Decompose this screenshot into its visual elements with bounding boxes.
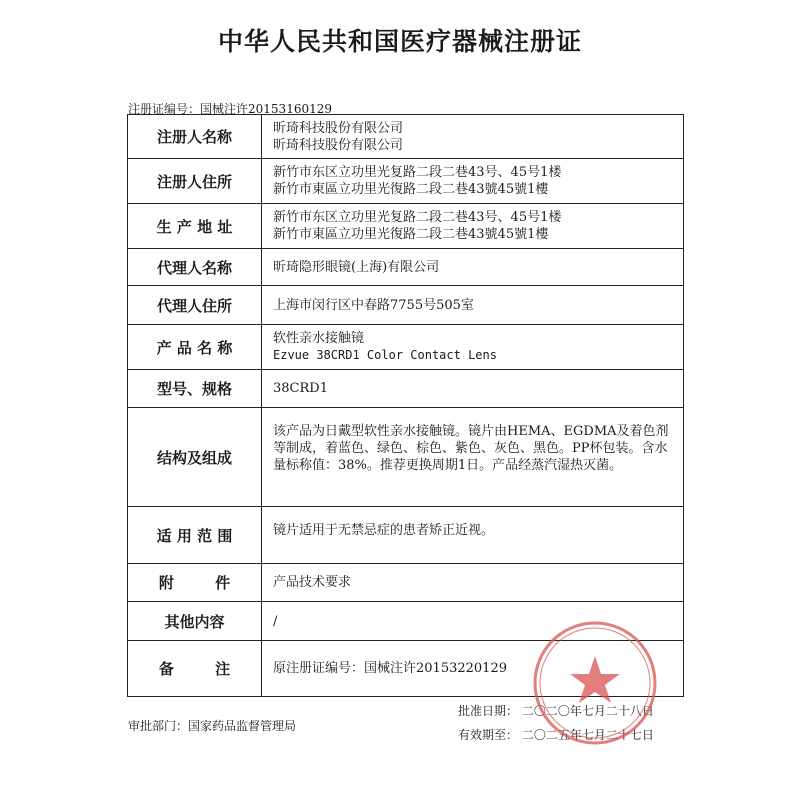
- row-value-structure: [262, 408, 684, 507]
- row-label-agent-name: 代理人名称: [128, 249, 262, 286]
- production-address-line-1: 新竹市东区立功里光复路二段二巷43号、45号1楼: [273, 210, 562, 225]
- row-label-registrant-name: 注册人名称: [128, 115, 262, 159]
- production-address-line-2: 新竹市東區立功里光復路二段二巷43號45號1樓: [273, 227, 549, 242]
- attachment-line-1: 产品技术要求: [273, 575, 352, 590]
- approval-department-value: 国家药品监督管理局: [188, 719, 297, 733]
- registration-number-value: 国械注许20153160129: [200, 102, 332, 116]
- row-value-registrant-name: [262, 115, 684, 159]
- table-row: [128, 159, 684, 204]
- registrant-address-line-2: 新竹市東區立功里光復路二段二巷43號45號1樓: [273, 182, 549, 197]
- agent-name-line-1: 昕琦隐形眼镜(上海)有限公司: [273, 259, 440, 275]
- row-label-registrant-address: 注册人住所: [128, 159, 262, 204]
- row-label-structure: 结构及组成: [128, 408, 262, 507]
- registrant-name-line-2: 昕琦科技股份有限公司: [273, 137, 404, 153]
- row-label-other: 其他内容: [128, 602, 262, 641]
- valid-until-label: 有效期至：: [458, 728, 519, 742]
- approval-department: [128, 717, 296, 734]
- attachment-label-text: 附 件: [158, 574, 231, 592]
- registrant-name-line-1: 昕琦科技股份有限公司: [273, 120, 404, 136]
- row-value-scope: [262, 507, 684, 564]
- table-row: [128, 507, 684, 564]
- row-label-product-name: 产 品 名 称: [128, 325, 262, 370]
- registration-number-label: 注册证编号：: [128, 102, 201, 116]
- official-seal-icon: [530, 618, 660, 748]
- certificate-table: [127, 114, 684, 697]
- approval-date-value: 二〇二〇年七月二十八日: [521, 704, 654, 718]
- product-name-line-2: Ezvue 38CRD1 Color Contact Lens: [273, 348, 497, 362]
- row-label-model-spec: 型号、规格: [128, 370, 262, 408]
- row-label-remarks: [128, 641, 262, 697]
- row-label-production-address: 生 产 地 址: [128, 204, 262, 249]
- row-label-attachment: [128, 564, 262, 602]
- remarks-label-text: 备 注: [158, 660, 231, 678]
- remarks-line-1: 原注册证编号：国械注许20153220129: [273, 661, 507, 676]
- structure-text: 该产品为日戴型软性亲水接触镜。镜片由HEMA、EGDMA及着色剂等制成，着蓝色、绿色、棕色、紫色、灰色、黑色。PP杯包装。含水量标称值：38%。推荐更换周期1日。产品经蒸汽湿热灭菌。: [273, 423, 669, 473]
- approval-department-label: 审批部门：: [128, 719, 189, 733]
- scope-line-1: 镜片适用于无禁忌症的患者矫正近视。: [273, 522, 495, 538]
- row-label-scope: 适 用 范 围: [128, 507, 262, 564]
- table-row: [128, 325, 684, 370]
- row-label-agent-address: 代理人住所: [128, 286, 262, 325]
- other-line-1: /: [273, 613, 278, 629]
- table-row: [128, 115, 684, 159]
- agent-address-line-1: 上海市闵行区中春路7755号505室: [273, 297, 474, 313]
- table-row: [128, 249, 684, 286]
- approval-date-label: 批准日期：: [458, 704, 519, 718]
- table-row: [128, 564, 684, 602]
- table-row: [128, 286, 684, 325]
- table-row: [128, 370, 684, 408]
- table-row: [128, 204, 684, 249]
- registrant-address-line-1: 新竹市东区立功里光复路二段二巷43号、45号1楼: [273, 165, 562, 180]
- row-value-agent-address: [262, 286, 684, 325]
- row-value-agent-name: [262, 249, 684, 286]
- model-spec-line-1: 38CRD1: [273, 381, 328, 396]
- product-name-line-1: 软性亲水接触镜: [273, 331, 365, 346]
- table-row: [128, 408, 684, 507]
- row-value-registrant-address: [262, 159, 684, 204]
- valid-until-value: 二〇二五年七月二十七日: [521, 728, 654, 742]
- row-value-product-name: [262, 325, 684, 370]
- row-value-production-address: [262, 204, 684, 249]
- row-value-model-spec: [262, 370, 684, 408]
- row-value-attachment: [262, 564, 684, 602]
- document-title: 中华人民共和国医疗器械注册证: [217, 27, 582, 56]
